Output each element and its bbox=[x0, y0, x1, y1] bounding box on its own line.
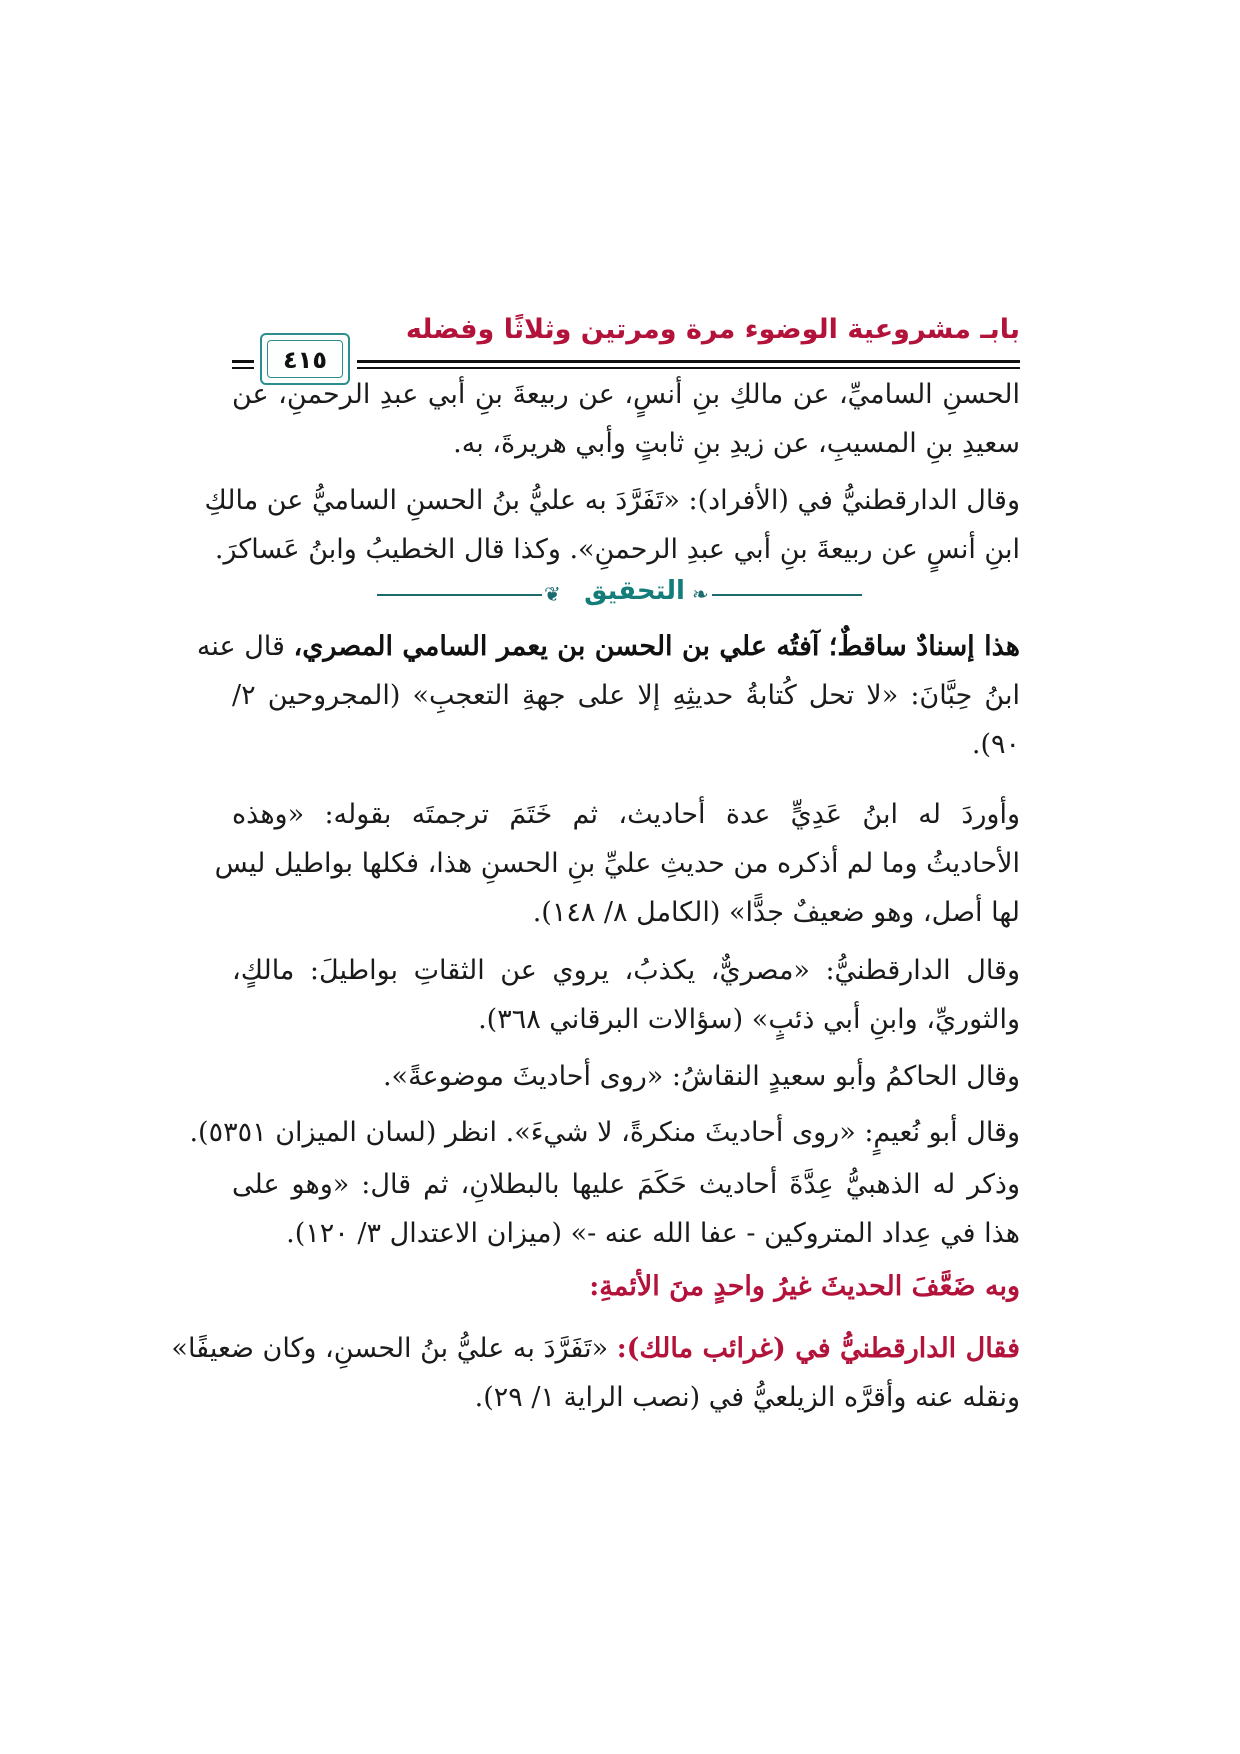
bold-text: فقال الدارقطنيُّ في (غرائب مالك): bbox=[616, 1333, 1020, 1364]
text-line: سعيدِ بنِ المسيبِ، عن زيدِ بنِ ثابتٍ وأبي هريرةَ، به. bbox=[453, 428, 1020, 459]
bold-text: هذا إسنادٌ ساقطٌ؛ آفتُه علي بن الحسن بن يعمر السامي المصري، bbox=[293, 631, 1020, 662]
ornament-icon: ❧ bbox=[692, 582, 709, 606]
text-run: «تَفَرَّدَ به عليُّ بنُ الحسنِ، وكان ضعيفًا» bbox=[171, 1333, 617, 1364]
text-run: قال عنه bbox=[196, 631, 294, 662]
text-line: وقال الدارقطنيُّ في (الأفراد): «تَفَرَّدَ به عليُّ بنُ الحسنِ الساميُّ عن مالكِ bbox=[204, 485, 1020, 516]
text-line: والثوريِّ، وابنِ أبي ذئبٍ» (سؤالات البرقاني ٣٦٨). bbox=[478, 1004, 1020, 1035]
paragraph-3 bbox=[196, 622, 1020, 769]
divider-line bbox=[712, 594, 862, 596]
chapter-title: بابـ مشروعية الوضوء مرة ومرتين وثلاثًا وفضله bbox=[405, 314, 1020, 345]
text-line: ابنِ أنسٍ عن ربيعةَ بنِ أبي عبدِ الرحمنِ». وكذا قال الخطيبُ وابنُ عَساكرَ. bbox=[214, 534, 1020, 565]
header-rule bbox=[232, 360, 254, 363]
page-number: ٤١٥ bbox=[283, 346, 327, 374]
text-line: ونقله عنه وأقرَّه الزيلعيُّ في (نصب الراية ١/ ٢٩). bbox=[474, 1382, 1020, 1413]
paragraph-6 bbox=[232, 1052, 1020, 1101]
book-page bbox=[171, 300, 1020, 1600]
paragraph-7 bbox=[189, 1108, 1020, 1157]
paragraph-1 bbox=[232, 370, 1020, 468]
paragraph-2 bbox=[204, 476, 1020, 574]
divider-line bbox=[377, 594, 542, 596]
paragraph-5 bbox=[232, 946, 1020, 1044]
paragraph-8 bbox=[232, 1160, 1020, 1258]
text-line: ٩٠). bbox=[971, 729, 1020, 760]
paragraph-9 bbox=[232, 1262, 1020, 1311]
header-rule bbox=[357, 367, 1020, 369]
header-rule bbox=[232, 367, 254, 369]
text-line: وقال الحاكمُ وأبو سعيدٍ النقاشُ: «روى أحاديثَ موضوعةً». bbox=[382, 1061, 1020, 1092]
text-line: وأوردَ له ابنُ عَدِيٍّ عدة أحاديث، ثم خَتَمَ ترجمتَه بقوله: «وهذه bbox=[232, 799, 1020, 830]
section-title: التحقيق bbox=[584, 576, 685, 606]
text-line: وذكر له الذهبيُّ عِدَّةَ أحاديث حَكَمَ عليها بالبطلانِ، ثم قال: «وهو على bbox=[232, 1169, 1020, 1200]
paragraph-10 bbox=[171, 1324, 1020, 1422]
header-rule bbox=[357, 360, 1020, 363]
text-line: الحسنِ الساميِّ، عن مالكِ بنِ أنسٍ، عن ربيعةَ بنِ أبي عبدِ الرحمنِ، عن bbox=[232, 379, 1020, 410]
text-line: ابنُ حِبَّانَ: «لا تحل كُتابةُ حديثِهِ إلا على جهةِ التعجبِ» (المجروحين ٢/ bbox=[232, 680, 1020, 711]
text-line bbox=[196, 622, 1020, 671]
text-line: وقال الدارقطنيُّ: «مصريٌّ، يكذبُ، يروي عن الثقاتِ بواطيلَ: مالكٍ، bbox=[232, 955, 1020, 986]
section-divider bbox=[232, 574, 1020, 614]
text-line: لها أصل، وهو ضعيفٌ جدًّا» (الكامل ٨/ ١٤٨). bbox=[532, 897, 1020, 928]
text-line: وقال أبو نُعيمٍ: «روى أحاديثَ منكرةً، لا شيءَ». انظر (لسان الميزان ٥٣٥١). bbox=[189, 1117, 1020, 1148]
text-line bbox=[171, 1324, 1020, 1373]
paragraph-4 bbox=[214, 790, 1020, 937]
text-line: وبه ضَعَّفَ الحديثَ غيرُ واحدٍ منَ الأئمةِ: bbox=[589, 1271, 1020, 1302]
text-line: الأحاديثُ وما لم أذكره من حديثِ عليِّ بنِ الحسنِ هذا، فكلها بواطيل ليس bbox=[214, 848, 1020, 879]
ornament-icon: ❦ bbox=[544, 582, 561, 606]
text-line: هذا في عِداد المتروكين - عفا الله عنه -» (ميزان الاعتدال ٣/ ١٢٠). bbox=[286, 1218, 1020, 1249]
